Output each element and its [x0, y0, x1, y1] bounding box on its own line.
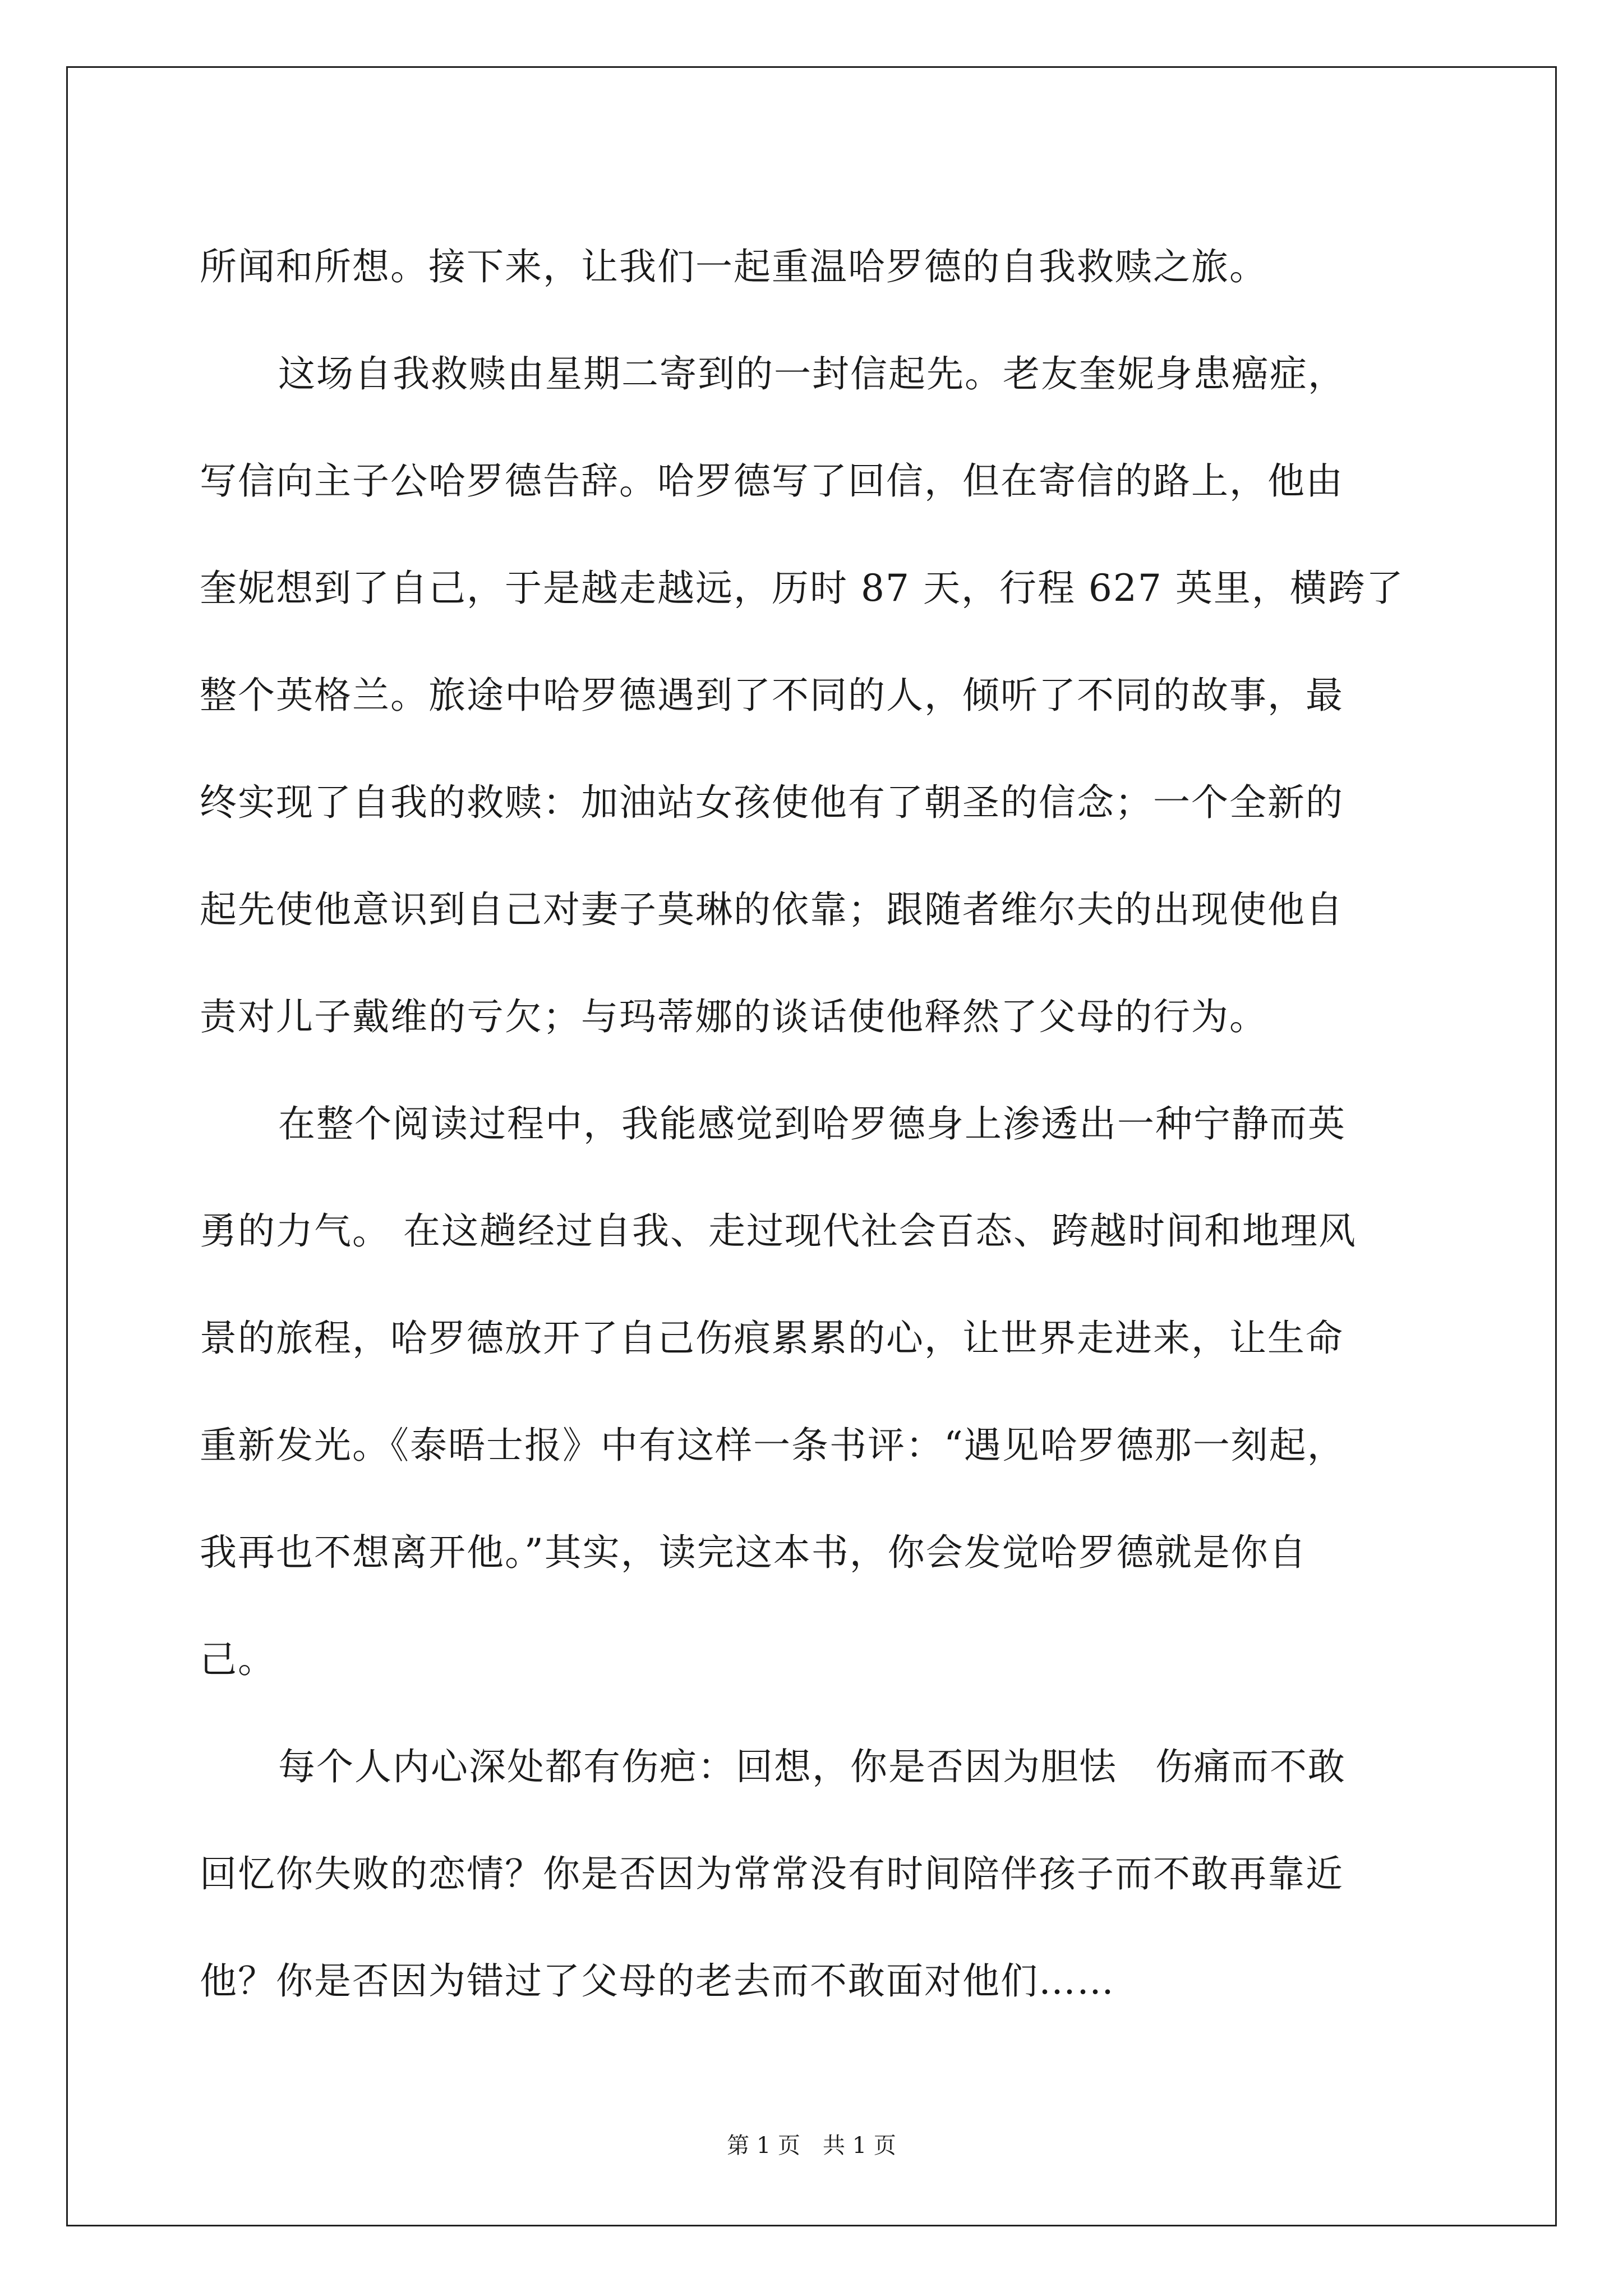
text-line: 重新发光。《泰晤士报》中有这样一条书评：“遇见哈罗德那一刻起， [200, 1424, 1345, 1467]
text-line: 我再也不想离开他。”其实，读完这本书，你会发觉哈罗德就是你自 [200, 1531, 1307, 1574]
page-number-footer: 第 1 页 共 1 页 [727, 2133, 896, 2159]
text-line: 这场自我救赎由星期二寄到的一封信起先。老友奎妮身患癌症， [278, 352, 1346, 395]
document-body [200, 213, 1433, 2035]
text-line: 他？你是否因为错过了父母的老去而不敢面对他们…… [200, 1959, 1115, 2003]
text-line: 回忆你失败的恋情？你是否因为常常没有时间陪伴孩子而不敢再靠近 [200, 1852, 1344, 1895]
text-line: 写信向主子公哈罗德告辞。哈罗德写了回信，但在寄信的路上，他由 [200, 459, 1344, 503]
text-line: 奎妮想到了自己，于是越走越远，历时 87 天，行程 627 英里，横跨了 [200, 567, 1404, 610]
text-line: 所闻和所想。接下来，让我们一起重温哈罗德的自我救赎之旅。 [200, 245, 1267, 288]
text-line: 景的旅程，哈罗德放开了自己伤痕累累的心，让世界走进来，让生命 [200, 1317, 1344, 1360]
text-line: 每个人内心深处都有伤疤：回想，你是否因为胆怯 伤痛而不敢 [278, 1745, 1346, 1788]
text-line: 终实现了自我的救赎：加油站女孩使他有了朝圣的信念；一个全新的 [200, 781, 1344, 824]
text-line: 责对儿子戴维的亏欠；与玛蒂娜的谈话使他释然了父母的行为。 [200, 995, 1267, 1038]
text-line: 己。 [200, 1638, 276, 1681]
text-line: 勇的力气。 在这趟经过自我、走过现代社会百态、跨越时间和地理风 [200, 1209, 1357, 1253]
text-line: 整个英格兰。旅途中哈罗德遇到了不同的人，倾听了不同的故事，最 [200, 674, 1344, 717]
text-line: 在整个阅读过程中，我能感觉到哈罗德身上渗透出一种宁静而英 [278, 1102, 1346, 1145]
text-line: 起先使他意识到自己对妻子莫琳的依靠；跟随者维尔夫的出现使他自 [200, 888, 1344, 931]
